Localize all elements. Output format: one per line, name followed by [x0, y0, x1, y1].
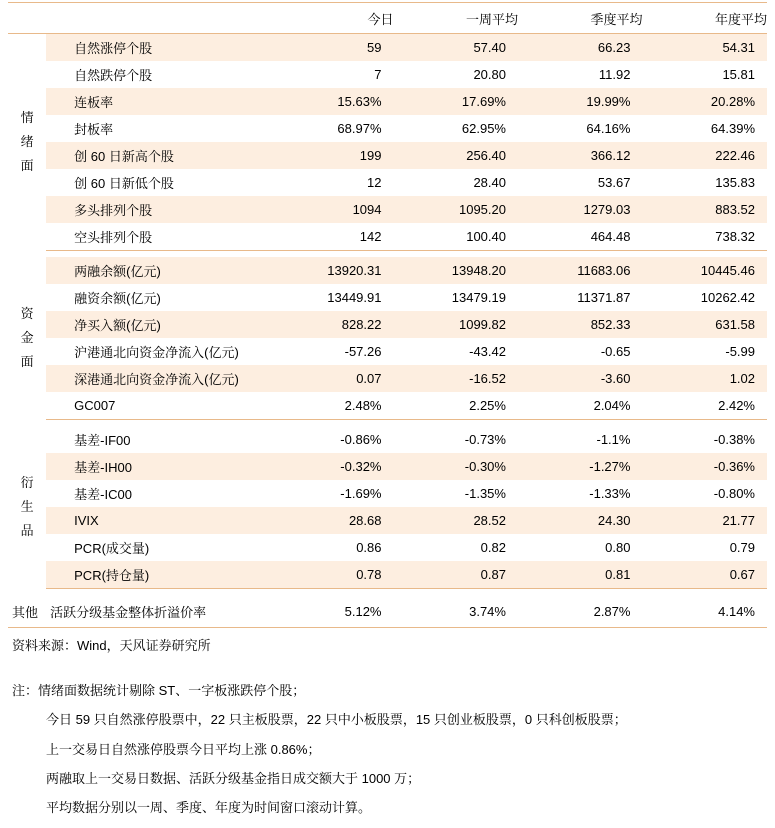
- header-blank-cell: [46, 3, 269, 34]
- row-value: 62.95%: [461, 121, 506, 136]
- row-label: PCR(成交量): [74, 541, 150, 556]
- footnote-line-0: 情绪面数据统计剔除 ST、一字板涨跌停个股；: [38, 683, 306, 698]
- row-value: 0.82: [480, 540, 506, 555]
- market-indicator-table: [8, 2, 767, 628]
- footnote-line-3: 两融取上一交易日数据、活跃分级基金指日成交额大于 1000 万；: [46, 770, 421, 786]
- row-value: 13479.19: [451, 290, 506, 305]
- row-value: 66.23: [518, 34, 642, 62]
- row-value: 3.74%: [394, 595, 518, 628]
- row-label: 基差-IH00: [46, 453, 269, 480]
- footnote-label: 注：: [12, 683, 39, 698]
- table-row: [8, 534, 767, 561]
- table-row: [8, 595, 767, 628]
- footnote-line-2: 上一交易日自然涨停股票今日平均上涨 0.86%；: [46, 741, 321, 757]
- row-value: 0.78: [269, 561, 393, 589]
- row-value: 2.25%: [394, 392, 518, 420]
- row-value: 2.04%: [518, 392, 642, 420]
- category-label: [8, 426, 46, 589]
- row-value: 57.40: [394, 34, 518, 62]
- category-text: 资 金 面: [20, 305, 34, 369]
- row-value: -1.27%: [518, 453, 642, 480]
- category-label: [8, 34, 46, 251]
- table-row: [8, 365, 767, 392]
- row-value: 13920.31: [269, 257, 393, 284]
- table-row: [8, 284, 767, 311]
- row-label: 深港通北向资金净流入(亿元): [46, 365, 269, 392]
- row-value: 5.12%: [269, 595, 393, 628]
- row-value: 64.39%: [710, 121, 755, 136]
- row-label: 创 60 日新高个股: [46, 142, 269, 169]
- table-row: [8, 88, 767, 115]
- footnote-row: [12, 764, 767, 793]
- footnote-row: [12, 793, 767, 822]
- row-value: 10262.42: [700, 290, 755, 305]
- category-text: 衍 生 品: [20, 474, 34, 538]
- row-label: 空头排列个股: [46, 223, 269, 251]
- footnote-line-4: 平均数据分别以一周、季度、年度为时间窗口滚动计算。: [46, 800, 372, 815]
- row-value: 135.83: [715, 175, 755, 190]
- row-label: 沪港通北向资金净流入(亿元): [74, 345, 239, 360]
- row-value: 1.02: [642, 365, 767, 392]
- table-row: [8, 453, 767, 480]
- row-value: 28.40: [473, 175, 506, 190]
- row-value: 59: [269, 34, 393, 62]
- row-value: 10445.46: [642, 257, 767, 284]
- row-value: 0.07: [269, 365, 393, 392]
- row-value: 11683.06: [518, 257, 642, 284]
- table-row: [8, 115, 767, 142]
- table-row: [8, 196, 767, 223]
- table-row: [8, 169, 767, 196]
- row-value: 54.31: [642, 34, 767, 62]
- row-label: 多头排列个股: [46, 196, 269, 223]
- table-row: [8, 426, 767, 453]
- row-value: 64.16%: [586, 121, 631, 136]
- footnote-row: [12, 705, 767, 734]
- row-value: 53.67: [597, 175, 631, 190]
- row-value: 0.81: [518, 561, 642, 589]
- column-header: 今日: [269, 3, 393, 34]
- row-value: -0.86%: [340, 432, 382, 447]
- row-value: 1099.82: [394, 311, 518, 338]
- row-value: -1.35%: [464, 486, 506, 501]
- row-value: 2.42%: [642, 392, 767, 420]
- row-value: 68.97%: [337, 121, 382, 136]
- row-value: 0.79: [729, 540, 755, 555]
- row-value: -0.32%: [269, 453, 393, 480]
- row-value: -43.42: [469, 344, 506, 359]
- row-value: -16.52: [394, 365, 518, 392]
- table-header-row: [8, 3, 767, 34]
- row-value: 0.67: [642, 561, 767, 589]
- row-value: 631.58: [642, 311, 767, 338]
- footnote-line-1: 今日 59 只自然涨停股票中，22 只主板股票，22 只中小板股票，15 只创业板股票，0 只科创板股票；: [46, 712, 627, 728]
- table-row: [8, 142, 767, 169]
- row-value: 13449.91: [327, 290, 382, 305]
- row-value: 1094: [269, 196, 393, 223]
- row-label: 基差-IC00: [74, 487, 132, 502]
- row-value: 0.87: [394, 561, 518, 589]
- row-label: PCR(持仓量): [46, 561, 269, 589]
- row-value: 21.77: [642, 507, 767, 534]
- row-label: 活跃分级基金整体折溢价率: [46, 595, 269, 628]
- row-value: 852.33: [518, 311, 642, 338]
- row-label: 净买入额(亿元): [46, 311, 269, 338]
- table-row: [8, 480, 767, 507]
- row-value: -57.26: [344, 344, 382, 359]
- row-value: -0.80%: [713, 486, 755, 501]
- row-label: 融资余额(亿元): [74, 291, 161, 306]
- table-row: [8, 223, 767, 251]
- row-value: 222.46: [642, 142, 767, 169]
- row-value: 28.52: [394, 507, 518, 534]
- table-row: [8, 61, 767, 88]
- row-label: 连板率: [46, 88, 269, 115]
- row-value: 15.63%: [269, 88, 393, 115]
- row-value: -0.36%: [642, 453, 767, 480]
- table-row: [8, 34, 767, 62]
- row-value: 20.28%: [642, 88, 767, 115]
- row-label: 封板率: [74, 122, 114, 137]
- row-value: 17.69%: [394, 88, 518, 115]
- column-header: 季度平均: [518, 3, 642, 34]
- table-row: [8, 338, 767, 365]
- row-value: 2.48%: [269, 392, 393, 420]
- report-page: [0, 2, 775, 822]
- table-row: [8, 561, 767, 589]
- row-value: 24.30: [518, 507, 642, 534]
- row-value: 883.52: [642, 196, 767, 223]
- footnote-row: [12, 676, 767, 705]
- footnote-row: [12, 735, 767, 764]
- row-label: 自然涨停个股: [46, 34, 269, 62]
- row-value: 738.32: [642, 223, 767, 251]
- category-label: [8, 257, 46, 420]
- row-value: 142: [269, 223, 393, 251]
- row-value: 256.40: [394, 142, 518, 169]
- column-header: 一周平均: [394, 3, 518, 34]
- table-row: [8, 507, 767, 534]
- row-value: 12: [367, 175, 382, 190]
- row-value: 1095.20: [394, 196, 518, 223]
- category-label: 其他: [8, 595, 46, 628]
- table-row: [8, 257, 767, 284]
- row-value: 19.99%: [518, 88, 642, 115]
- row-value: 100.40: [394, 223, 518, 251]
- row-value: 464.48: [518, 223, 642, 251]
- row-value: -0.65: [600, 344, 631, 359]
- row-label: 自然跌停个股: [74, 68, 153, 83]
- row-label: 两融余额(亿元): [46, 257, 269, 284]
- row-value: -0.30%: [394, 453, 518, 480]
- source-note: 资料来源：Wind，天风证券研究所: [12, 638, 211, 653]
- row-value: 7: [374, 67, 382, 82]
- row-value: 828.22: [269, 311, 393, 338]
- row-label: GC007: [46, 392, 269, 420]
- row-value: -1.33%: [589, 486, 631, 501]
- row-value: 11.92: [598, 67, 631, 82]
- row-value: 199: [269, 142, 393, 169]
- header-blank-cell: [8, 3, 46, 34]
- row-value: 0.86: [356, 540, 382, 555]
- row-value: 28.68: [269, 507, 393, 534]
- row-value: -0.73%: [464, 432, 506, 447]
- row-value: 2.87%: [518, 595, 642, 628]
- row-value: 20.80: [473, 67, 506, 82]
- row-value: 4.14%: [642, 595, 767, 628]
- row-value: -3.60: [518, 365, 642, 392]
- row-value: -1.69%: [340, 486, 382, 501]
- row-value: 15.81: [722, 67, 755, 82]
- row-label: 创 60 日新低个股: [74, 176, 174, 191]
- table-row: [8, 392, 767, 420]
- row-value: -1.1%: [596, 432, 631, 447]
- row-value: 1279.03: [518, 196, 642, 223]
- row-label: IVIX: [46, 507, 269, 534]
- footnotes: [8, 676, 767, 822]
- row-value: 13948.20: [394, 257, 518, 284]
- category-text: 情 绪 面: [20, 109, 34, 173]
- row-value: 366.12: [518, 142, 642, 169]
- column-header: 年度平均: [642, 3, 767, 34]
- row-value: -0.38%: [713, 432, 755, 447]
- row-value: 0.80: [605, 540, 631, 555]
- row-value: -5.99: [725, 344, 755, 359]
- row-label: 基差-IF00: [74, 433, 131, 448]
- row-value: 11371.87: [577, 290, 631, 305]
- table-row: [8, 311, 767, 338]
